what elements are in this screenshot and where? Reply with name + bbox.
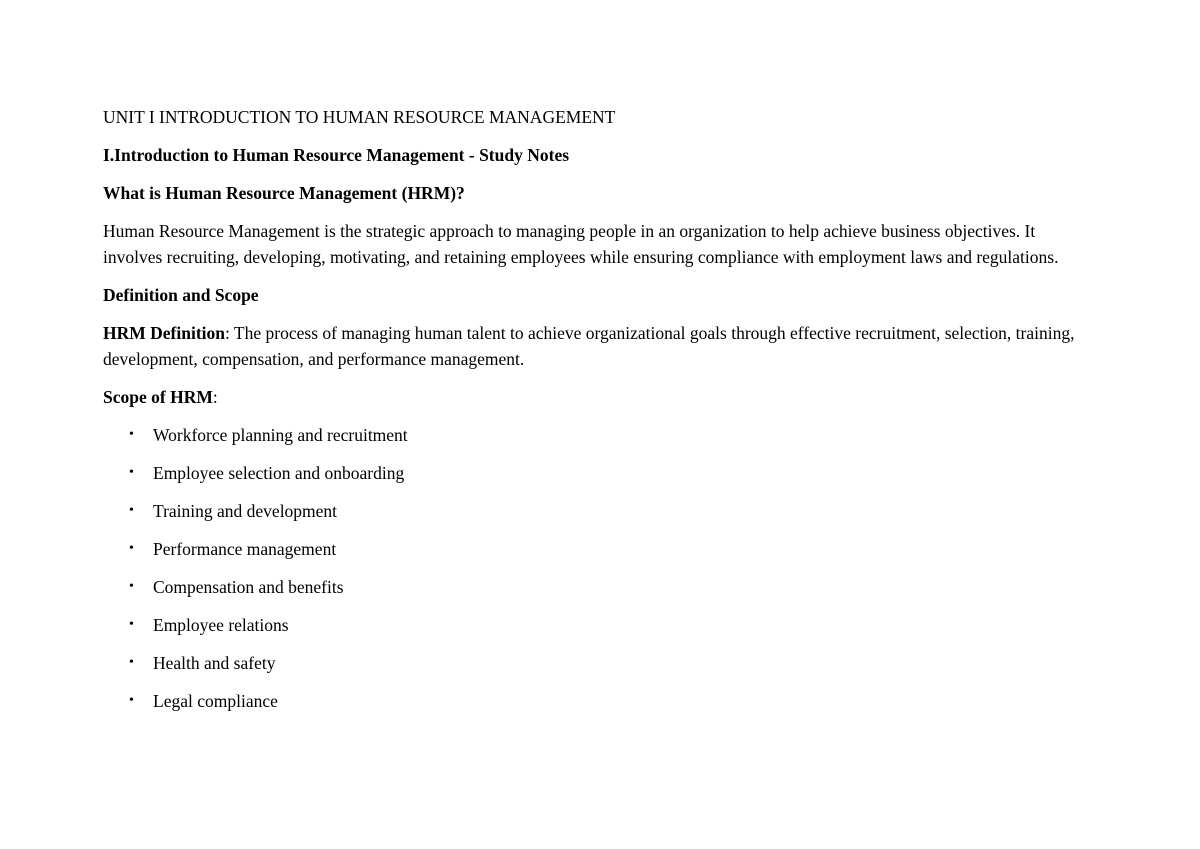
bullet-icon: •: [129, 503, 134, 518]
scope-label: Scope of HRM: [103, 387, 213, 407]
document-content: [103, 104, 1093, 726]
what-is-hrm-paragraph: Human Resource Management is the strategic approach to managing people in an organization to help achieve business objectives. It involves recruiting, developing, motivating, and retaining employees while ensuring compliance with employment laws and regulations.: [103, 221, 1059, 267]
list-item-text: Health and safety: [153, 653, 276, 673]
list-item-text: Legal compliance: [153, 691, 278, 711]
what-is-hrm-heading: What is Human Resource Management (HRM)?: [103, 183, 465, 203]
list-item-text: Training and development: [153, 501, 338, 521]
study-notes-heading: I.Introduction to Human Resource Management - Study Notes: [103, 145, 570, 165]
list-item: [103, 650, 1093, 676]
bullet-icon: •: [129, 465, 134, 480]
list-item: [103, 460, 1093, 486]
list-item: [103, 612, 1093, 638]
list-item-text: Performance management: [153, 539, 337, 559]
list-item-text: Employee selection and onboarding: [153, 463, 405, 483]
scope-list: [103, 422, 1093, 714]
list-item: [103, 422, 1093, 448]
hrm-definition-paragraph: [103, 320, 1093, 372]
hrm-definition-text: : The process of managing human talent to achieve organizational goals through effective recruitment, selection, training, development, compensation, and performance management.: [103, 323, 1075, 369]
list-item: [103, 536, 1093, 562]
bullet-icon: •: [129, 693, 134, 708]
bullet-icon: •: [129, 655, 134, 670]
scope-colon: :: [212, 387, 218, 407]
list-item: [103, 498, 1093, 524]
bullet-icon: •: [129, 579, 134, 594]
definition-scope-heading: Definition and Scope: [103, 285, 259, 305]
list-item-text: Compensation and benefits: [153, 577, 344, 597]
unit-title: UNIT I INTRODUCTION TO HUMAN RESOURCE MANAGEMENT: [103, 107, 616, 127]
bullet-icon: •: [129, 427, 134, 442]
list-item: [103, 574, 1093, 600]
list-item: [103, 688, 1093, 714]
list-item-text: Employee relations: [153, 615, 289, 635]
hrm-definition-label: HRM Definition: [103, 323, 226, 343]
bullet-icon: •: [129, 541, 134, 556]
list-item-text: Workforce planning and recruitment: [153, 425, 408, 445]
scope-heading: [103, 384, 1093, 410]
bullet-icon: •: [129, 617, 134, 632]
